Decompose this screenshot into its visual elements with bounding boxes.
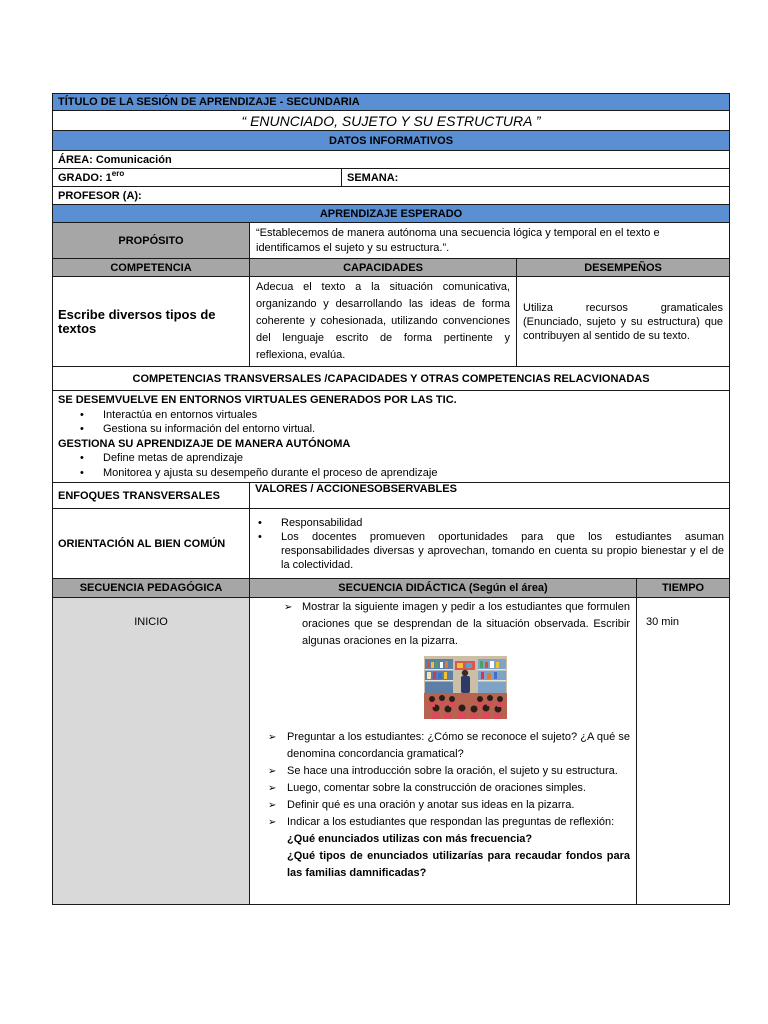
list-item xyxy=(258,530,724,572)
area-field: ÁREA: Comunicación xyxy=(53,151,730,169)
grado-superscript: ero xyxy=(111,168,125,178)
list-item xyxy=(80,408,724,423)
desempenos-column-header: DESEMPEÑOS xyxy=(517,259,730,277)
list-item-text: Los docentes promueven oportunidades para que los estudiantes asuman responsabilidades diversas y aprovechan, tomando en cuenta su propio bienestar y el de la colectividad. xyxy=(281,530,725,571)
valores-label: VALORES / ACCIONESOBSERVABLES xyxy=(250,483,730,509)
list-item xyxy=(80,451,724,466)
classroom-photo xyxy=(424,656,507,719)
list-item-text: Responsabilidad xyxy=(281,516,363,529)
lesson-plan-table xyxy=(52,93,730,905)
sequence-step-text: Definir qué es una oración y anotar sus ideas en la pizarra. xyxy=(287,799,575,811)
bullet-icon: • xyxy=(80,466,84,479)
tiempo-value: 30 min xyxy=(637,598,730,905)
competencia-column-header: COMPETENCIA xyxy=(53,259,250,277)
secuencia-pedagogica-header: SECUENCIA PEDAGÓGICA xyxy=(53,579,250,598)
transversal-competencies xyxy=(53,391,730,483)
list-item xyxy=(80,466,724,481)
proposito-label: PROPÓSITO xyxy=(53,223,250,259)
sequence-step xyxy=(268,797,630,814)
bullet-icon: • xyxy=(80,408,84,421)
sequence-step-text: Preguntar a los estudiantes: ¿Cómo se reconoce el sujeto? ¿A qué se denomina concordancia gramatical? xyxy=(287,731,630,760)
list-item-text: Monitorea y ajusta su desempeño durante el proceso de aprendizaje xyxy=(103,466,438,479)
grado-label: GRADO: 1 xyxy=(58,171,112,184)
session-header-title: TÍTULO DE LA SESIÓN DE APRENDIZAJE - SECUNDARIA xyxy=(53,94,730,111)
semana-field: SEMANA: xyxy=(342,169,730,187)
grado-field xyxy=(53,169,342,187)
valores-list xyxy=(250,509,730,579)
sequence-step-text: Se hace una introducción sobre la oración, el sujeto y su estructura. xyxy=(287,765,618,777)
capacidades-text: Adecua el texto a la situación comunicativa, organizando y desarrollando las ideas de forma coherente y cohesionada, utilizando convenciones del lenguaje escrito de forma pertinente y reflexiona, evalúa. xyxy=(250,277,517,367)
arrow-bullet-icon: ➢ xyxy=(284,602,293,613)
capacidades-column-header: CAPACIDADES xyxy=(250,259,517,277)
tiempo-header: TIEMPO xyxy=(637,579,730,598)
arrow-bullet-icon: ➢ xyxy=(268,732,277,743)
session-title: “ ENUNCIADO, SUJETO Y SU ESTRUCTURA ” xyxy=(53,111,730,131)
list-item-text: Define metas de aprendizaje xyxy=(103,452,244,464)
datos-informativos-heading: DATOS INFORMATIVOS xyxy=(53,131,730,151)
arrow-bullet-icon: ➢ xyxy=(268,783,277,794)
list-item xyxy=(80,422,724,437)
sequence-step-text: Luego, comentar sobre la construcción de oraciones simples. xyxy=(287,782,586,794)
competency-group-title: SE DESEMVUELVE EN ENTORNOS VIRTUALES GENERADOS POR LAS TIC. xyxy=(58,394,457,406)
desempenos-text: Utiliza recursos gramaticales (Enunciado, sujeto y su estructura) que contribuyen al sentido de su texto. xyxy=(517,277,730,367)
reflection-question: ¿Qué enunciados utilizas con más frecuencia? xyxy=(287,833,533,845)
sequence-step xyxy=(268,729,630,763)
bullet-icon: • xyxy=(258,516,262,529)
arrow-bullet-icon: ➢ xyxy=(268,766,277,777)
transversales-heading: COMPETENCIAS TRANSVERSALES /CAPACIDADES Y OTRAS COMPETENCIAS RELACVIONADAS xyxy=(53,367,730,391)
enfoque-name: ORIENTACIÓN AL BIEN COMÚN xyxy=(53,509,250,579)
didactic-sequence xyxy=(250,598,637,905)
list-item xyxy=(258,516,724,530)
classroom-photo-image xyxy=(424,656,507,719)
sequence-step xyxy=(268,780,630,797)
competencia-text: Escribe diversos tipos de textos xyxy=(53,277,250,367)
proposito-text: “Establecemos de manera autónoma una secuencia lógica y temporal en el texto e identificamos el sujeto y su estructura.”. xyxy=(250,223,730,259)
moment-inicio: INICIO xyxy=(53,598,250,905)
arrow-bullet-icon: ➢ xyxy=(268,817,277,828)
sequence-step xyxy=(268,814,630,831)
list-item-text: Interactúa en entornos virtuales xyxy=(103,408,258,421)
bullet-icon: • xyxy=(80,452,84,464)
sequence-step xyxy=(284,599,630,650)
list-item-text: Gestiona su información del entorno virtual. xyxy=(103,423,316,435)
bullet-icon: • xyxy=(80,423,84,435)
enfoques-label: ENFOQUES TRANSVERSALES xyxy=(53,483,250,509)
arrow-bullet-icon: ➢ xyxy=(268,800,277,811)
sequence-step-text: Indicar a los estudiantes que respondan las preguntas de reflexión: xyxy=(287,816,615,828)
aprendizaje-esperado-heading: APRENDIZAJE ESPERADO xyxy=(53,205,730,223)
profesor-field: PROFESOR (A): xyxy=(53,187,730,205)
sequence-step xyxy=(268,763,630,780)
secuencia-didactica-header: SECUENCIA DIDÁCTICA (Según el área) xyxy=(250,579,637,598)
competency-group-title: GESTIONA SU APRENDIZAJE DE MANERA AUTÓNOMA xyxy=(58,437,351,450)
sequence-step-text: Mostrar la siguiente imagen y pedir a los estudiantes que formulen oraciones que se desprendan de la situación observada. Escribir algunas oraciones en la pizarra. xyxy=(302,601,630,647)
bullet-icon: • xyxy=(258,530,262,543)
reflection-question: ¿Qué tipos de enunciados utilizarías para recaudar fondos para las familias damnificadas? xyxy=(287,850,630,879)
